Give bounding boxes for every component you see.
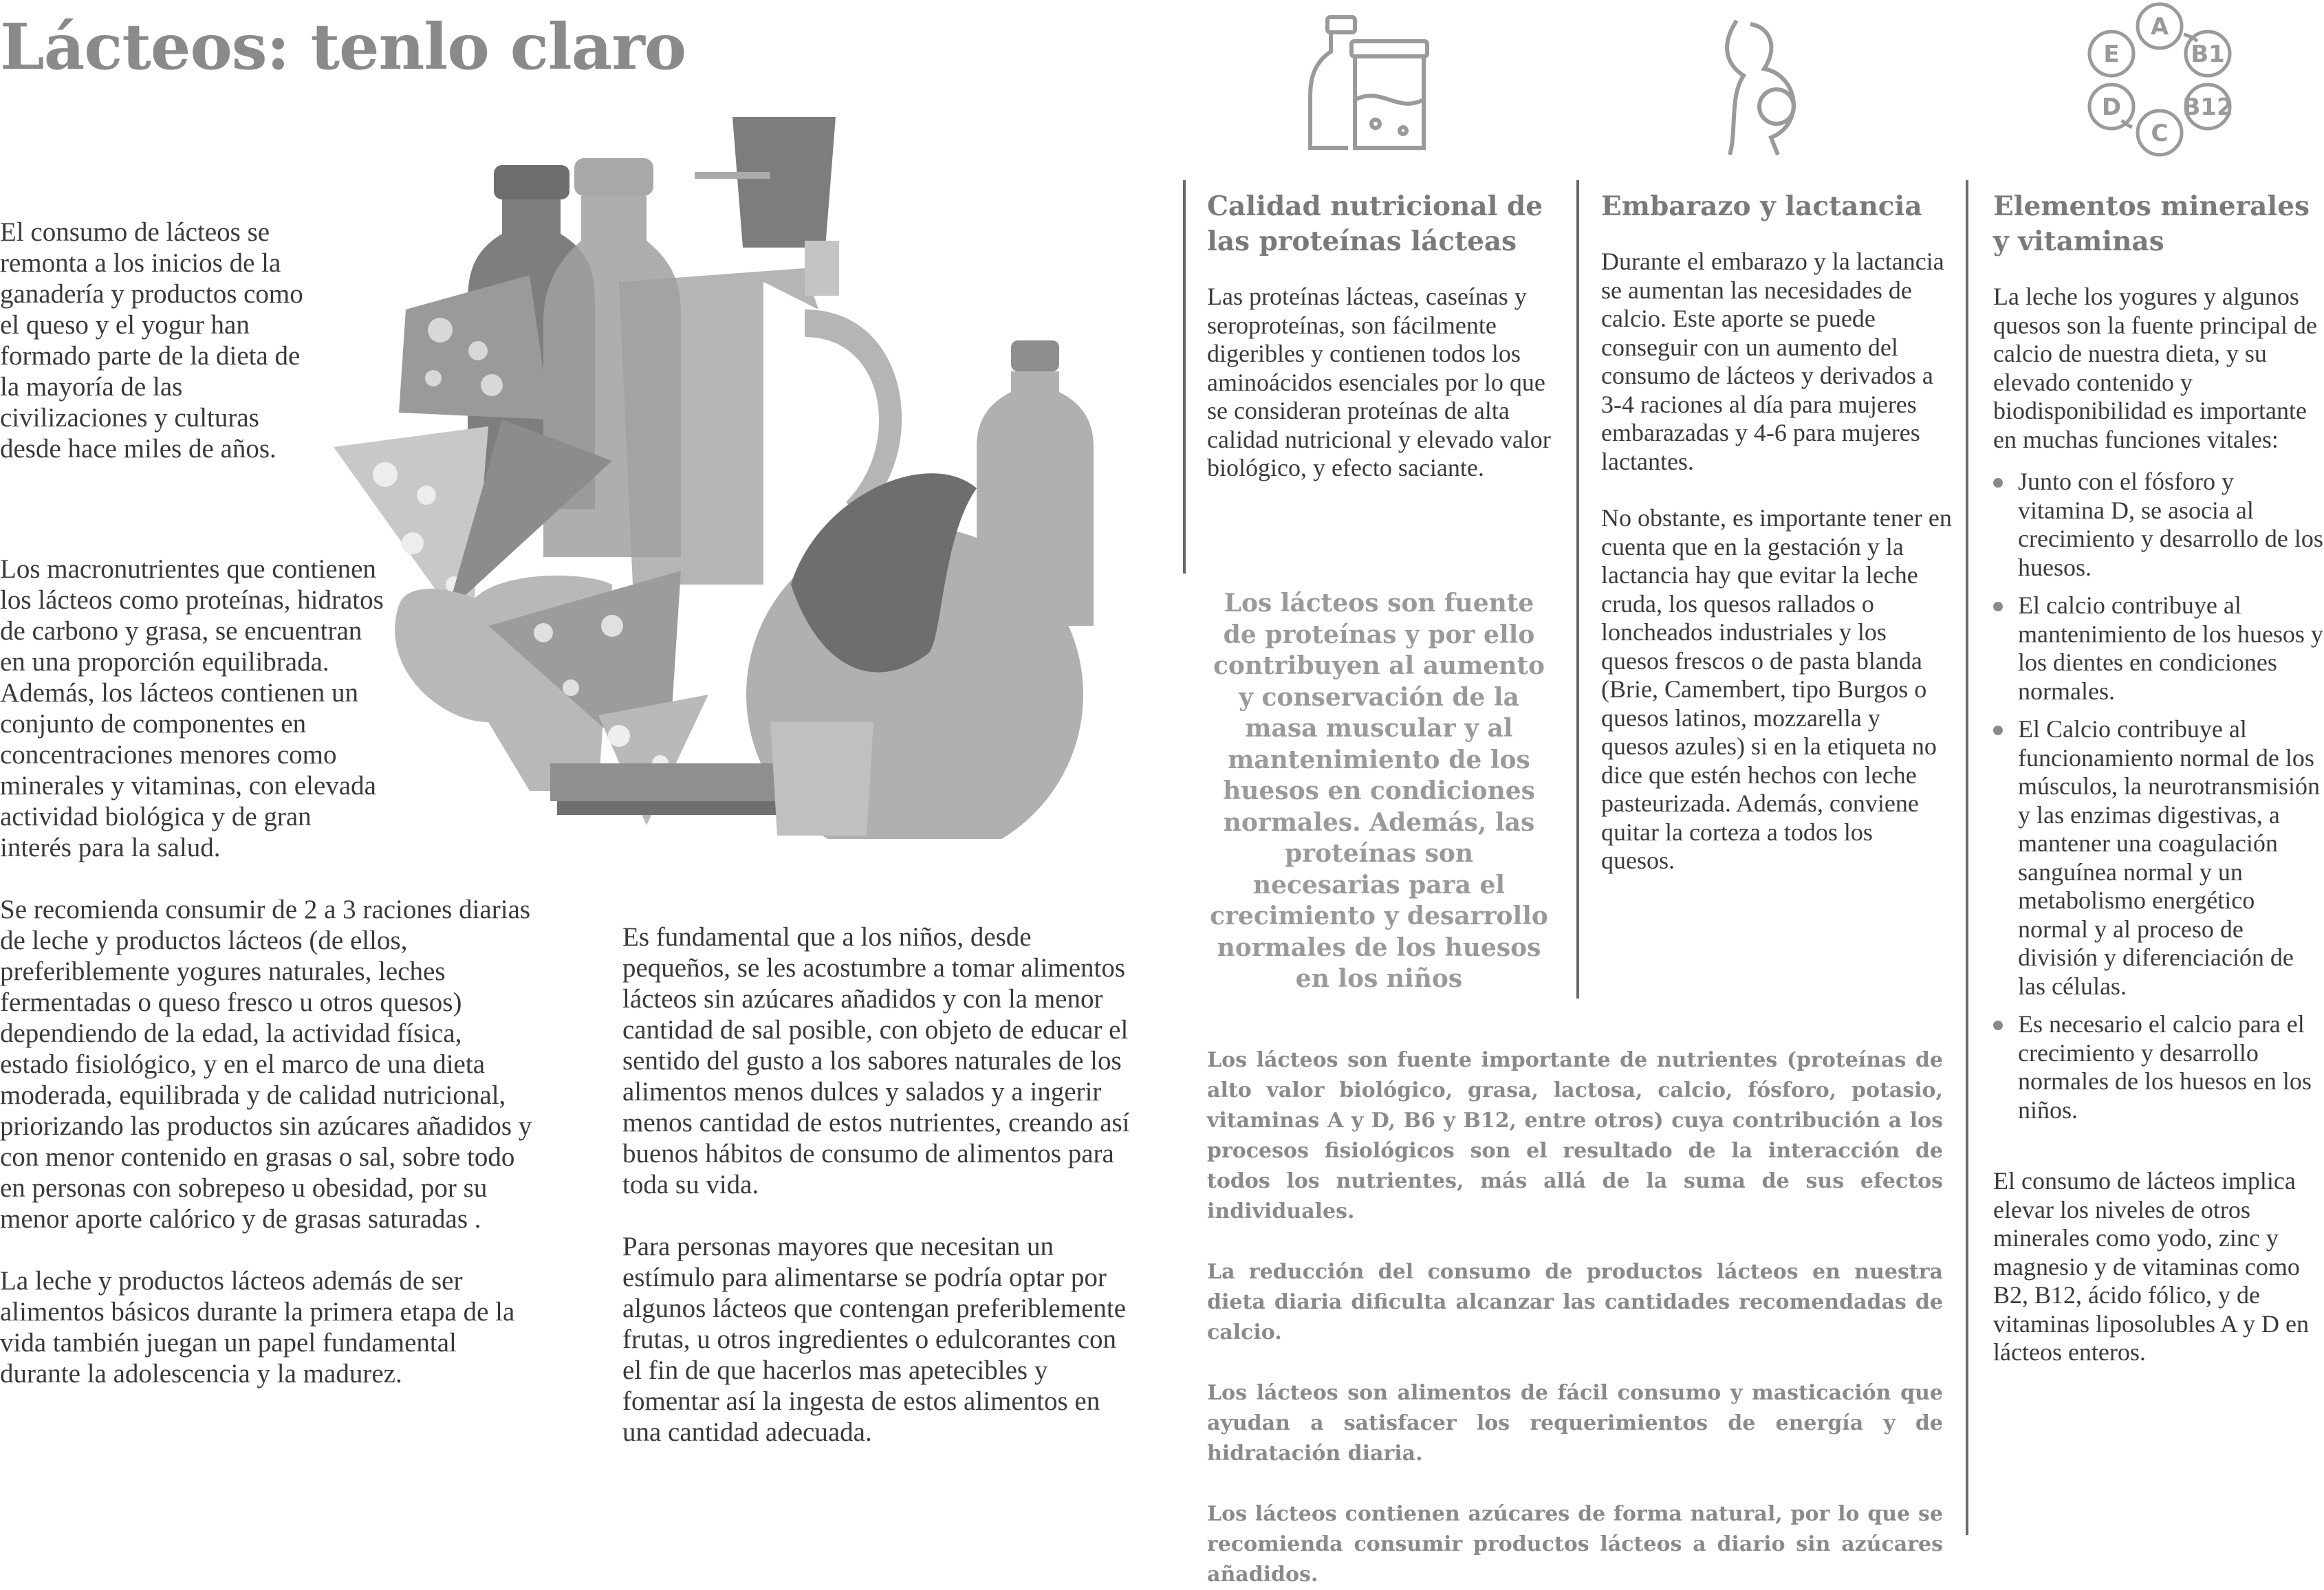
list-item: Junto con el fósforo y vitamina D, se asocia al crecimiento y desarrollo de los huesos. [1993, 468, 2323, 582]
pregnancy-paragraph-1: Durante el embarazo y la lactancia se aumentan las necesidades de calcio. Este aporte se puede conseguir con un aumento del consumo de lácteos y derivados a 3-4 raciones al día para mujeres embarazadas y 4-6 para mujeres lactantes. [1601, 248, 1944, 475]
divider-3 [1966, 180, 1968, 1535]
vitamin-a-letter: A [2150, 13, 2169, 41]
proteins-heading: Calidad nutricional de las proteínas lácteas [1207, 190, 1543, 257]
macronutrients-paragraph: Los macronutrientes que contienen los lácteos como proteínas, hidratos de carbono y grasa, se encuentran en una proporción equilibrada. Además, los lácteos contienen un conjunto de componentes en concentraciones menores como minerales y vitaminas, con elevada actividad biológica y de gran interés para la salud. [0, 554, 384, 862]
pregnancy-icon [1716, 14, 1812, 158]
pregnancy-paragraph-2: No obstante, es importante tener en cuenta que en la gestación y la lactancia hay que evitar la leche cruda, los quesos rallados o loncheados industriales y los quesos frescos o de pasta blanda (Brie, Camembert, tipo Burgos o quesos latinos, mozzarella y quesos azules) si en la etiqueta no dice que estén hechos con leche pasteurizada. Además, conviene quitar la corteza a todos los quesos. [1601, 504, 1952, 874]
children-paragraph: Es fundamental que a los niños, desde pequeños, se les acostumbre a tomar alimentos lácteos sin azúcares añadidos y con la menor cantidad de sal posible, con objeto de educar el sentido del gusto a los sabores naturales de los alimentos menos dulces y salados y a ingerir menos cantidad de estos nutrientes, creando así buenos hábitos de consumo de alimentos para toda su vida. [622, 922, 1130, 1199]
list-item: El calcio contribuye al mantenimiento de los huesos y los dientes en condiciones normales. [1993, 591, 2323, 706]
minerals-intro: La leche los yogures y algunos quesos son la fuente principal de calcio de nuestra dieta, y su elevado contenido y biodisponibilidad es importante en muchas funciones vitales: [1993, 283, 2317, 453]
vitamin-b12-letter: B12 [2182, 94, 2233, 121]
pregnancy-heading: Embarazo y lactancia [1601, 190, 1922, 222]
list-item: El Calcio contribuye al funcionamiento normal de los músculos, la neurotransmisión y las enzimas digestivas, a mantener una coagulación sanguínea normal y un metabolismo energético normal y al proceso de división y diferenciación de las células. [1993, 715, 2323, 1001]
vitamin-b1-letter: B1 [2191, 41, 2225, 68]
divider-1 [1183, 180, 1186, 574]
intro-paragraph: El consumo de lácteos se remonta a los inicios de la ganadería y productos como el queso y el yogur han formado parte de la dieta de la mayoría de las civilizaciones y culturas desde hace miles de años. [0, 217, 303, 464]
vitamin-d-letter: D [2101, 94, 2122, 121]
minerals-heading: Elementos minerales y vitaminas [1993, 190, 2310, 257]
life-stages-paragraph: La leche y productos lácteos además de ser alimentos básicos durante la primera etapa de la vida también juegan un papel fundamental durante la adolescencia y la madurez. [0, 1266, 515, 1388]
dairy-products-icon [1300, 10, 1437, 155]
macronutrients-text [0, 554, 536, 1389]
intro-text [0, 217, 316, 464]
vitamin-c-letter: C [2151, 120, 2169, 147]
elderly-paragraph: Para personas mayores que necesitan un estímulo para alimentarse se podría optar por algunos lácteos que contengan preferiblemente frutas, u otros ingredientes o edulcorantes con el fin de que hacerlos mas apetecibles y fomentar así la ingesta de estos alimentos en una cantidad adecuada. [622, 1232, 1127, 1447]
note-calcium: La reducción del consumo de productos lácteos en nuestra dieta diaria dificulta alcanzar las cantidades recomendadas de calcio. [1207, 1260, 1943, 1344]
note-nutrients: Los lácteos son fuente importante de nutrientes (proteínas de alto valor biológico, grasa, lactosa, calcio, fósforo, potasio, vitaminas A y D, B6 y B12, entre otros) cuya contribución a los procesos fisiológicos son el resultado de la interacción de todos los nutrientes, más allá de la suma de sus efectos individuales. [1207, 1048, 1943, 1223]
vitamins-icon [2077, 0, 2242, 158]
vitamin-e-letter: E [2103, 41, 2120, 68]
minerals-column [1993, 189, 2323, 1367]
recommendation-paragraph: Se recomienda consumir de 2 a 3 raciones diarias de leche y productos lácteos (de ellos, preferiblemente yogures naturales, leches fermentadas o queso fresco u otros quesos) dependiendo de la edad, la actividad física, estado fisiológico, y en el marco de una dieta moderada, equilibrada y de calidad nutricional, priorizando las productos sin azúcares añadidos y con menor contenido en grasas o sal, sobre todo en personas con sobrepeso u obesidad, por su menor aporte calórico y de grasas saturadas . [0, 895, 532, 1234]
proteins-column [1207, 189, 1551, 483]
minerals-bullet-list [1993, 468, 2323, 1124]
bottom-notes [1207, 1045, 1943, 1590]
pregnancy-column [1601, 189, 1952, 875]
note-sugars: Los lácteos contienen azúcares de forma natural, por lo que se recomienda consumir productos lácteos a diario sin azúcares añadidos. [1207, 1502, 1943, 1587]
list-item: Es necesario el calcio para el crecimiento y desarrollo normales de los huesos en los niños. [1993, 1010, 2323, 1124]
middle-column [622, 922, 1131, 1448]
divider-2 [1576, 180, 1579, 999]
page-title: Lácteos: tenlo claro [0, 10, 686, 84]
proteins-callout: Los lácteos son fuente de proteínas y por ello contribuyen al aumento y conservación de la masa muscular y al mantenimiento de los huesos en condiciones normales. Además, las proteínas son necesarias para el crecimiento y desarrollo normales de los huesos en los niños [1210, 589, 1548, 993]
note-hydration: Los lácteos son alimentos de fácil consumo y masticación que ayudan a satisfacer los requerimientos de energía y de hidratación diaria. [1207, 1381, 1943, 1466]
proteins-text: Las proteínas lácteas, caseínas y seroproteínas, son fácilmente digeribles y contienen todos los aminoácidos esenciales por lo que se consideran proteínas de alta calidad nutricional y elevado valor biológico, y efecto saciante. [1207, 283, 1551, 481]
minerals-outro: El consumo de lácteos implica elevar los niveles de otros minerales como yodo, zinc y magnesio y de vitaminas como B2, B12, ácido fólico, y de vitaminas liposolubles A y D en lácteos enteros. [1993, 1167, 2309, 1366]
